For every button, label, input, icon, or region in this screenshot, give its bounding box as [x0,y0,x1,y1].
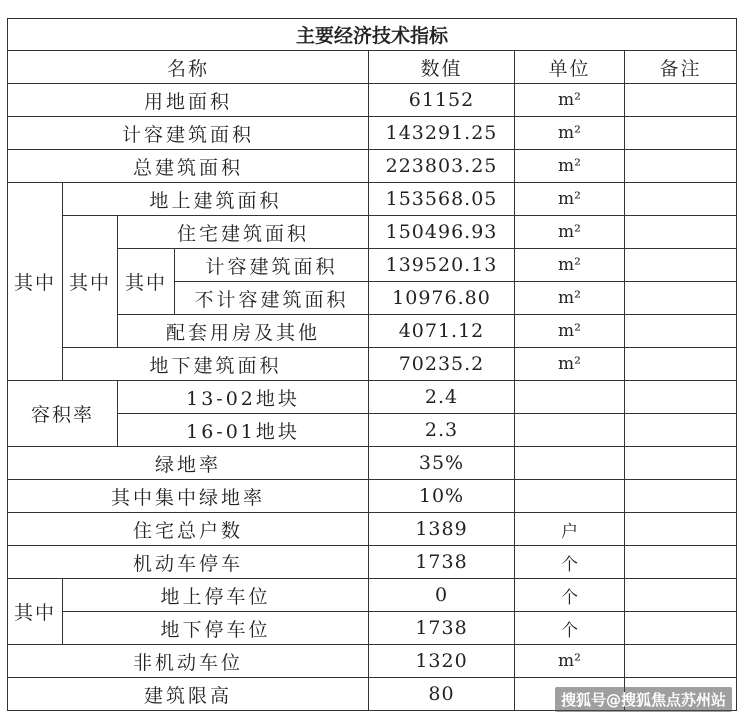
row-name: 计容建筑面积 [8,117,369,150]
row-value: 4071.12 [369,315,515,348]
row-name: 用地面积 [8,84,369,117]
row-name: 其中集中绿地率 [8,480,369,513]
table-row [8,249,737,282]
row-value: 1738 [369,612,515,645]
row-note [625,579,737,612]
table-row [8,216,737,249]
table-row [8,414,737,447]
row-unit [515,414,625,447]
row-note [625,513,737,546]
row-note [625,348,737,381]
row-name: 不计容建筑面积 [175,282,369,315]
row-note [625,150,737,183]
group-label-qizhong: 其中 [8,579,63,645]
table-row [8,183,737,216]
row-unit: m² [515,249,625,282]
row-name: 绿地率 [8,447,369,480]
row-name: 非机动车位 [8,645,369,678]
row-value: 0 [369,579,515,612]
row-unit: 户 [515,513,625,546]
header-name: 名称 [8,51,369,84]
row-unit: m² [515,150,625,183]
row-unit: m² [515,117,625,150]
group-label-rongjilv: 容积率 [8,381,118,447]
table-row [8,315,737,348]
row-note [625,315,737,348]
row-value: 139520.13 [369,249,515,282]
row-note [625,282,737,315]
row-unit: m² [515,183,625,216]
table-title-row [8,19,737,51]
table-row [8,117,737,150]
header-row [8,51,737,84]
row-unit [515,447,625,480]
watermark: 搜狐号@搜狐焦点苏州站 [555,687,732,712]
row-name: 总建筑面积 [8,150,369,183]
row-unit: m² [515,84,625,117]
table-row [8,447,737,480]
table-row [8,645,737,678]
row-name: 住宅建筑面积 [118,216,369,249]
row-unit: 个 [515,612,625,645]
row-unit: 个 [515,546,625,579]
row-name: 住宅总户数 [8,513,369,546]
row-value: 35% [369,447,515,480]
row-note [625,414,737,447]
row-name: 配套用房及其他 [118,315,369,348]
row-name: 计容建筑面积 [175,249,369,282]
row-note [625,645,737,678]
table-row [8,348,737,381]
table-row [8,546,737,579]
row-value: 70235.2 [369,348,515,381]
header-note: 备注 [625,51,737,84]
row-value: 10% [369,480,515,513]
row-value: 223803.25 [369,150,515,183]
row-unit: m² [515,645,625,678]
row-unit: m² [515,315,625,348]
table-row [8,150,737,183]
group-label-qizhong: 其中 [118,249,175,315]
row-value: 80 [369,678,515,711]
economic-indicators-table [7,18,737,711]
row-unit: m² [515,216,625,249]
table-title: 主要经济技术指标 [8,19,737,51]
row-note [625,480,737,513]
row-unit [515,480,625,513]
row-unit: m² [515,348,625,381]
table-row [8,513,737,546]
row-name: 13-02地块 [118,381,369,414]
row-name: 地上停车位 [63,579,369,612]
row-unit: 个 [515,579,625,612]
row-value: 153568.05 [369,183,515,216]
row-note [625,249,737,282]
row-value: 1320 [369,645,515,678]
row-note [625,216,737,249]
row-name: 建筑限高 [8,678,369,711]
header-value: 数值 [369,51,515,84]
row-note [625,183,737,216]
row-note [625,117,737,150]
header-unit: 单位 [515,51,625,84]
table-row [8,579,737,612]
row-value: 61152 [369,84,515,117]
row-name: 地下建筑面积 [63,348,369,381]
row-name: 16-01地块 [118,414,369,447]
table-row [8,612,737,645]
row-unit: m² [515,282,625,315]
row-value: 2.4 [369,381,515,414]
row-note [625,612,737,645]
table-row [8,84,737,117]
row-note [625,84,737,117]
row-value: 143291.25 [369,117,515,150]
group-label-qizhong: 其中 [8,183,63,381]
row-name: 机动车停车 [8,546,369,579]
row-note [625,381,737,414]
row-name: 地上建筑面积 [63,183,369,216]
group-label-qizhong: 其中 [63,216,118,348]
row-value: 1389 [369,513,515,546]
row-note [625,447,737,480]
table-row [8,381,737,414]
row-value: 150496.93 [369,216,515,249]
row-value: 10976.80 [369,282,515,315]
row-value: 2.3 [369,414,515,447]
row-value: 1738 [369,546,515,579]
row-name: 地下停车位 [63,612,369,645]
table-row [8,480,737,513]
row-unit [515,381,625,414]
row-note [625,546,737,579]
